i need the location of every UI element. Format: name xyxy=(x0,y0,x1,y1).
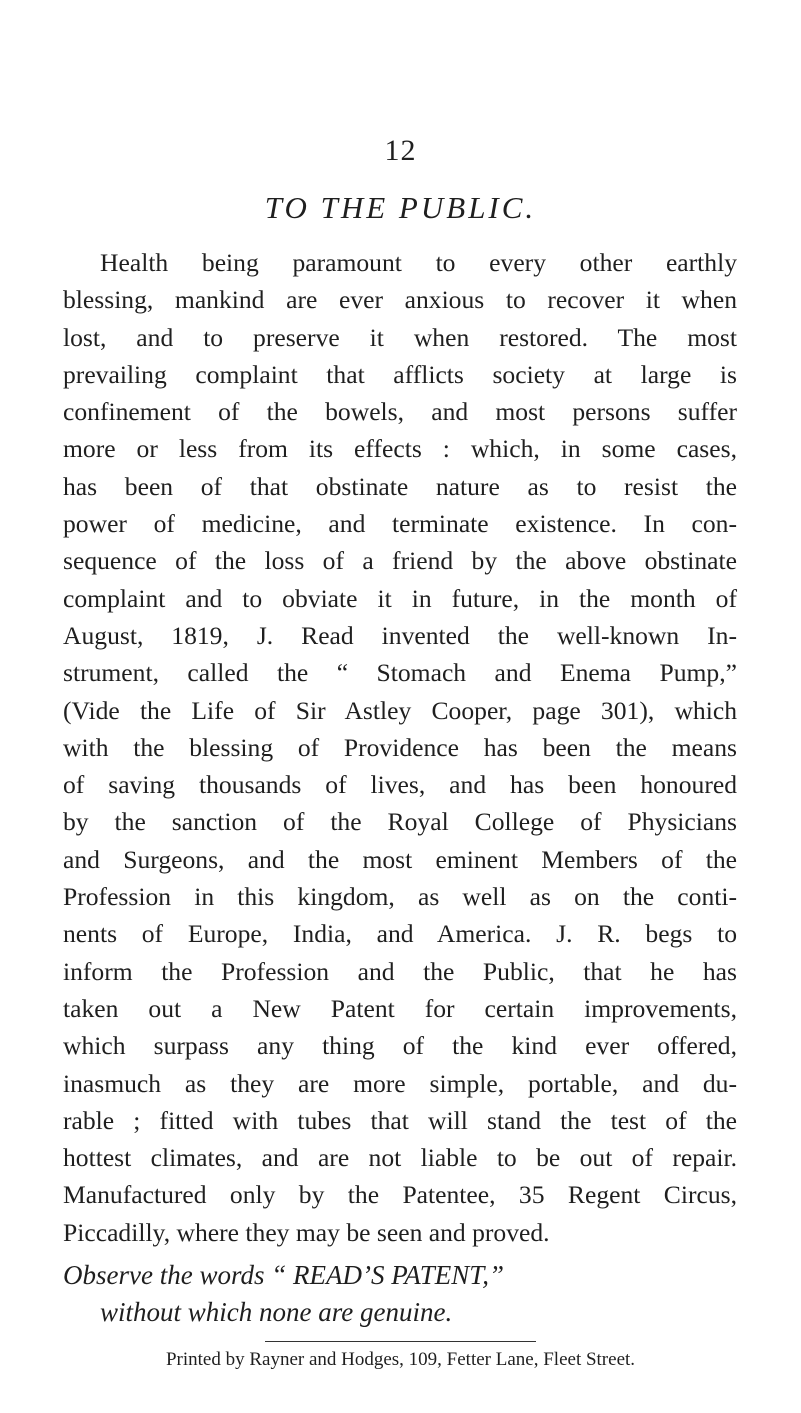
text-line: with the blessing of Providence has been the means xyxy=(63,732,737,762)
printer-imprint: Printed by Rayner and Hodges, 109, Fetter Lane, Fleet Street. xyxy=(165,1349,636,1370)
text-line: and Surgeons, and the most eminent Members of the xyxy=(63,844,737,874)
text-line: Profession in this kingdom, as well as on the conti- xyxy=(63,882,737,912)
text-line: inform the Profession and the Public, that he has xyxy=(63,956,737,986)
text-line: which surpass any thing of the kind ever offered, xyxy=(63,1031,737,1061)
text-line: lost, and to preserve it when restored. The most xyxy=(63,322,737,352)
text-line: by the sanction of the Royal College of Physicians xyxy=(63,807,737,837)
text-line: (Vide the Life of Sir Astley Cooper, page 301), which xyxy=(63,695,737,725)
text-line: Manufactured only by the Patentee, 35 Regent Circus, xyxy=(63,1180,737,1210)
text-line: strument, called the “ Stomach and Enema Pump,” xyxy=(63,658,737,688)
text-line: of saving thousands of lives, and has been honoured xyxy=(63,770,737,800)
text-line: complaint and to obviate it in future, in the month of xyxy=(63,583,737,613)
divider-rule xyxy=(265,1341,536,1342)
text-line: nents of Europe, India, and America. J. R. begs to xyxy=(63,919,737,949)
text-line: power of medicine, and terminate existence. In con- xyxy=(63,509,737,539)
text-line: hottest climates, and are not liable to be out of repair. xyxy=(63,1143,737,1173)
text-line: taken out a New Patent for certain improvements, xyxy=(63,993,737,1023)
text-line: prevailing complaint that afflicts society at large is xyxy=(63,359,737,389)
text-line: confinement of the bowels, and most persons suffer xyxy=(63,397,737,427)
text-line: sequence of the loss of a friend by the above obstinate xyxy=(63,546,737,576)
body-paragraph xyxy=(63,244,737,1251)
page-number: 12 xyxy=(384,134,417,167)
text-line: Health being paramount to every other earthly xyxy=(100,248,737,277)
text-line: rable ; fitted with tubes that will stand the test of the xyxy=(63,1105,737,1135)
text-line: more or less from its effects : which, in some cases, xyxy=(63,434,737,464)
observe-notice xyxy=(63,1257,737,1331)
observe-line: Observe the words “ READ’S PATENT,” xyxy=(63,1260,505,1290)
page-title: TO THE PUBLIC. xyxy=(264,190,537,225)
text-line: blessing, mankind are ever anxious to recover it when xyxy=(63,285,737,315)
text-line: inasmuch as they are more simple, portable, and du- xyxy=(63,1068,737,1098)
text-line: Piccadilly, where they may be seen and proved. xyxy=(63,1217,550,1247)
text-line: August, 1819, J. Read invented the well-known In- xyxy=(63,620,737,650)
text-line: has been of that obstinate nature as to resist the xyxy=(63,471,737,501)
observe-line: without which none are genuine. xyxy=(100,1297,453,1327)
